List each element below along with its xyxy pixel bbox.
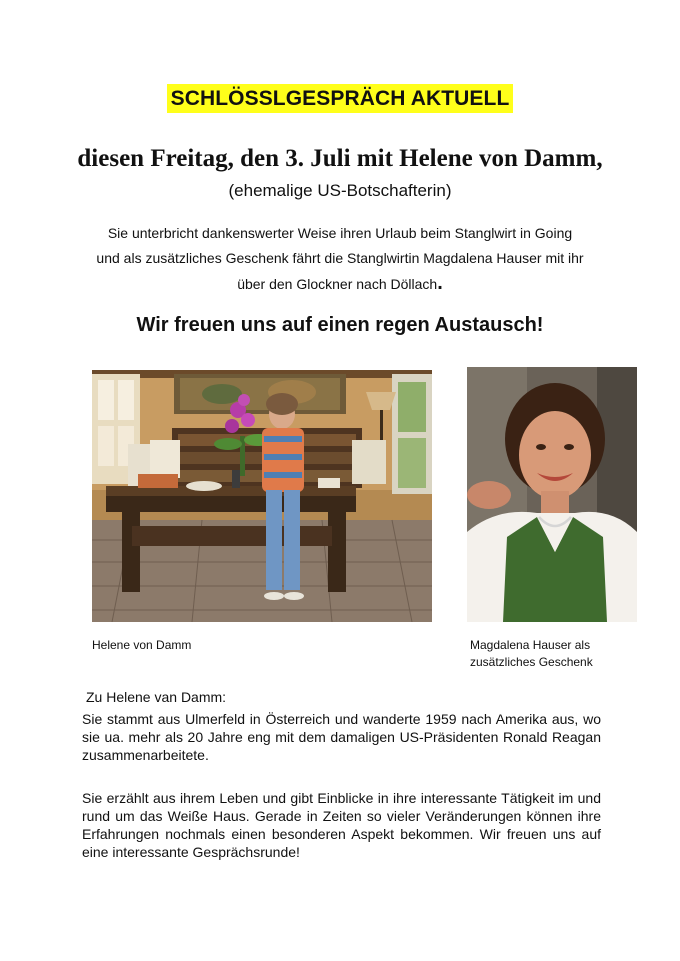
photo-helene-illustration <box>92 370 432 622</box>
page-title: SCHLÖSSLGESPRÄCH AKTUELL <box>167 84 514 113</box>
about-heading: Zu Helene van Damm: <box>86 689 227 705</box>
slogan: Wir freuen uns auf einen regen Austausch! <box>136 314 544 336</box>
title-wrap <box>0 84 680 113</box>
about-paragraph-2: Sie erzählt aus ihrem Leben und gibt Einblicke in ihre interessante Tätigkeit im und rund um das Weiße Haus. Gerade in Zeiten so vieler Veränderungen können ihre Erfahrungen nochmals einen besonderen Aspekt bekommen. Wir freuen uns auf eine interessante Gesprächsrunde! <box>82 790 601 860</box>
intro-line-2: und als zusätzliches Geschenk fährt die Stanglwirtin Magdalena Hauser mit ihr <box>96 250 584 266</box>
photo-magdalena-hauser <box>467 367 637 622</box>
headline-main: diesen Freitag, den 3. Juli mit Helene von Damm <box>77 145 597 172</box>
caption-magdalena <box>470 637 640 671</box>
intro-text <box>60 221 620 297</box>
photo-magdalena-illustration <box>467 367 637 622</box>
photo-helene-von-damm <box>92 370 432 622</box>
caption-magdalena-line-1: Magdalena Hauser als <box>470 638 591 652</box>
caption-magdalena-line-2: zusätzliches Geschenk <box>470 655 593 669</box>
intro-line-3 <box>60 271 620 297</box>
caption-helene: Helene von Damm <box>92 638 192 652</box>
intro-line-3-text: über den Glockner nach Döllach <box>237 276 438 292</box>
headline: diesen Freitag, den 3. Juli mit Helene von Damm, (ehemalige US-Botschafterin) <box>77 145 603 200</box>
intro-period: . <box>437 272 443 294</box>
headline-parenthetical: (ehemalige US-Botschafterin) <box>228 181 452 200</box>
intro-line-1: Sie unterbricht dankenswerter Weise ihren Urlaub beim Stanglwirt in Going <box>107 225 573 241</box>
about-paragraph-1: Sie stammt aus Ulmerfeld in Österreich und wanderte 1959 nach Amerika aus, wo sie ua. mehr als 20 Jahre eng mit dem damaligen US-Präsidenten Ronald Reagan zusammenarbeitete. <box>82 711 601 763</box>
